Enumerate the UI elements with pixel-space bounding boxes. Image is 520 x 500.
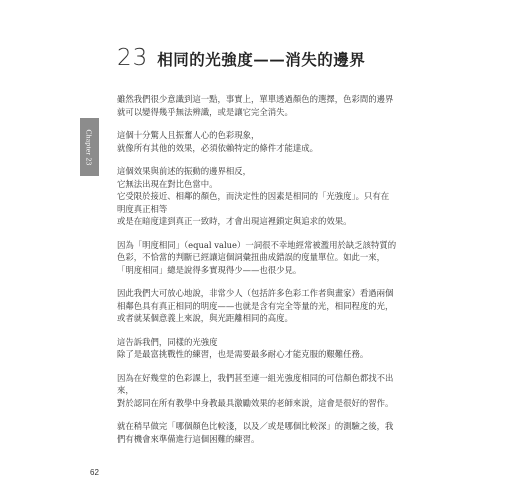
paragraph (117, 239, 417, 277)
text-line: 明度真正相等 (117, 203, 168, 214)
text-line: 它受限於接近、相鄰的顏色，而決定性的因素是相同的「光強度」。只有在 (117, 191, 390, 201)
text-line: 就在稍早做完「哪個顏色比較淺，以及／或是哪個比較深」的測驗之後，我 (117, 421, 394, 431)
paragraph (117, 287, 417, 325)
text-line: 因此我們大可放心地說，非常少人（包括許多色彩工作者與畫家）看過兩個 (117, 288, 394, 298)
text-line: 相鄰色具有真正相同的明度——也就是含有完全等量的光，相同程度的光， (117, 300, 394, 311)
paragraph (117, 165, 417, 228)
body-text (117, 93, 417, 456)
chapter-side-tab (80, 118, 99, 176)
chapter-heading (117, 45, 365, 71)
paragraph (117, 336, 417, 361)
text-line: 除了是最富挑戰性的練習，也是需要最多耐心才能克服的艱難任務。 (117, 349, 369, 359)
text-line: 就像所有其他的效果，必須依賴特定的條件才能達成。 (117, 142, 318, 153)
text-line: 這個十分驚人且振奮人心的色彩現象， (117, 130, 260, 140)
chapter-side-tab-label: Chapter 23 (85, 128, 94, 166)
text-line: 對於認同在所有教學中身教最具激勵效果的老師來說，這會是很好的習作。 (117, 397, 394, 408)
text-line: 或者就某個意義上來說，與光距離相同的高度。 (117, 313, 293, 323)
text-line: 這告訴我們，同樣的光強度 (117, 336, 218, 347)
text-line: 們有機會來準備進行這個困難的練習。 (117, 433, 260, 444)
chapter-number: 23 (117, 45, 149, 71)
text-line: 因為「明度相同」（equal value）一詞很不幸地經常被濫用於缺乏該特質的 (117, 239, 397, 250)
text-line: 「明度相同」總是說得多實現得少——也很少見。 (117, 264, 302, 275)
paragraph (117, 129, 417, 154)
paragraph (117, 372, 417, 410)
text-line: 這個效果與前述的振動的邊界相反， (117, 166, 251, 176)
page-number: 62 (90, 468, 99, 477)
text-line: 色彩，不恰當的判斷已經讓這個詞彙扭曲成錯誤的度量單位。如此一來， (117, 252, 385, 262)
text-line: 因為在好幾堂的色彩課上，我們甚至連一組光強度相同的可信顏色都找不出 (117, 372, 394, 383)
paragraph (117, 420, 417, 445)
chapter-title: 相同的光強度——消失的邊界 (157, 50, 366, 69)
text-line: 就可以變得幾乎無法辨識，或是讓它完全消失。 (117, 106, 293, 117)
text-line: 或是在暗度達到真正一致時，才會出現這裡鎖定與追求的效果。 (117, 216, 352, 226)
text-line: 雖然我們很少意識到這一點，事實上，單單透過顏色的選擇，色彩間的邊界 (117, 94, 394, 104)
text-line: 來， (117, 385, 134, 395)
text-line: 它無法出現在對比色當中。 (117, 178, 218, 189)
paragraph (117, 93, 417, 118)
